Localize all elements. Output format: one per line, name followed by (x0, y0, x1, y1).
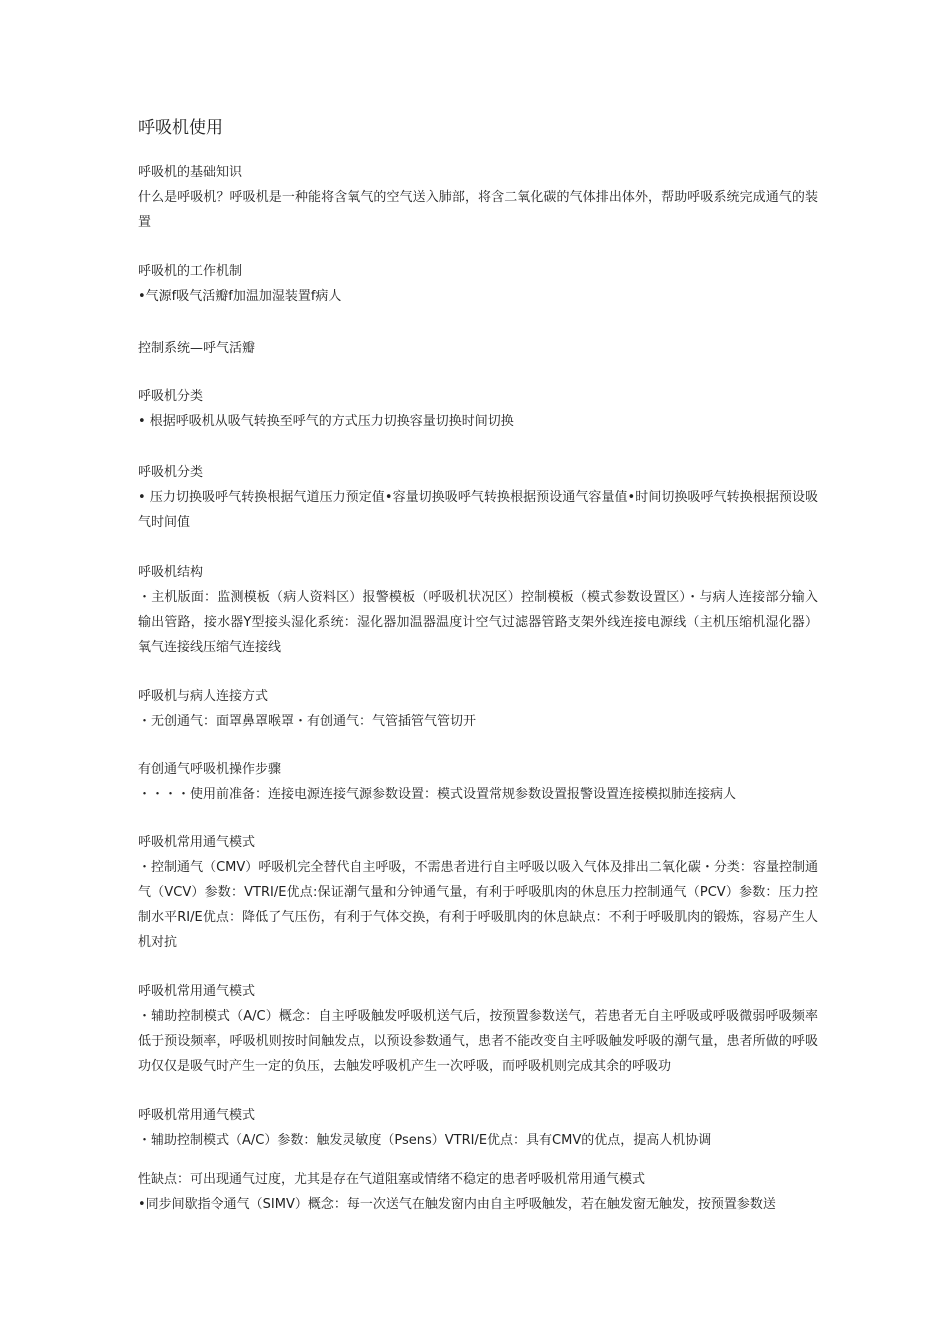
section-heading: 控制系统—呼气活瓣 (138, 341, 256, 356)
section-heading: 呼吸机的基础知识 (138, 165, 243, 180)
section-mechanism (138, 259, 818, 309)
section-heading: 呼吸机与病人连接方式 (138, 689, 269, 704)
section-heading: 呼吸机分类 (138, 389, 204, 404)
section-heading: 性缺点：可出现通气过度，尤其是存在气道阻塞或情绪不稳定的患者呼吸机常用通气模式 (138, 1172, 646, 1187)
section-control-system (138, 336, 818, 361)
section-structure (138, 560, 818, 660)
section-heading: 有创通气呼吸机操作步骤 (138, 762, 282, 777)
section-heading: 呼吸机常用通气模式 (138, 1108, 256, 1123)
section-connection (138, 684, 818, 734)
section-body: • 压力切换吸呼气转换根据气道压力预定值•容量切换吸呼气转换根据预设通气容量值•时间切换吸呼气转换根据预设吸气时间值 (138, 490, 818, 530)
section-body: ・・・・使用前准备：连接电源连接气源参数设置：模式设置常规参数设置报警设置连接模拟肺连接病人 (138, 787, 737, 802)
section-classification-2 (138, 460, 818, 535)
section-heading: 呼吸机常用通气模式 (138, 835, 256, 850)
section-heading: 呼吸机常用通气模式 (138, 984, 256, 999)
section-body: 什么是呼吸机？呼吸机是一种能将含氧气的空气送入肺部，将含二氧化碳的气体排出体外，帮助呼吸系统完成通气的装置 (138, 190, 818, 230)
section-body: ・无创通气：面罩鼻罩喉罩・有创通气：气管插管气管切开 (138, 714, 477, 729)
section-body: ・控制通气（CMV）呼吸机完全替代自主呼吸，不需患者进行自主呼吸以吸入气体及排出二氧化碳・分类：容量控制通气（VCV）参数：VTRI/E优点:保证潮气量和分钟通气量，有利于呼吸肌肉的休息压力控制通气（PCV）参数：压力控制水平RI/E优点：降低了气压伤，有利于气体交换，有利于呼吸肌肉的休息缺点：不利于呼吸肌肉的锻炼，容易产生人机对抗 (138, 860, 818, 950)
section-heading: 呼吸机结构 (138, 565, 204, 580)
section-basics (138, 160, 818, 235)
section-heading: 呼吸机的工作机制 (138, 264, 243, 279)
section-operation-steps (138, 757, 818, 807)
section-modes-ac (138, 979, 818, 1079)
section-heading: 呼吸机分类 (138, 465, 204, 480)
section-modes-cmv (138, 830, 818, 955)
section-modes-simv (138, 1167, 818, 1217)
section-modes-ac-params (138, 1103, 818, 1153)
document-title: 呼吸机使用 (138, 118, 223, 138)
section-classification-1 (138, 384, 818, 434)
section-body: ・辅助控制模式（A/C）参数：触发灵敏度（Psens）VTRI/E优点：具有CMV的优点，提高人机协调 (138, 1133, 712, 1148)
section-body: •同步间歇指令通气（SIMV）概念：每一次送气在触发窗内由自主呼吸触发，若在触发窗无触发，按预置参数送 (138, 1197, 776, 1212)
section-body: ・主机版面：监测模板（病人资料区）报警模板（呼吸机状况区）控制模板（模式参数设置区）・与病人连接部分输入输出管路，接水器Y型接头湿化系统：湿化器加温器温度计空气过滤器管路支架外线连接电源线（主机压缩机湿化器）氧气连接线压缩气连接线 (138, 590, 818, 655)
section-body: • 根据呼吸机从吸气转换至呼气的方式压力切换容量切换时间切换 (138, 414, 514, 429)
section-body: •气源f吸气活瓣f加温加湿装置f病人 (138, 289, 342, 304)
section-body: ・辅助控制模式（A/C）概念：自主呼吸触发呼吸机送气后，按预置参数送气，若患者无自主呼吸或呼吸微弱呼吸频率低于预设频率，呼吸机则按时间触发点，以预设参数通气，患者不能改变自主呼吸触发呼吸的潮气量，患者所做的呼吸功仅仅是吸气时产生一定的负压，去触发呼吸机产生一次呼吸，而呼吸机则完成其余的呼吸功 (138, 1009, 818, 1074)
